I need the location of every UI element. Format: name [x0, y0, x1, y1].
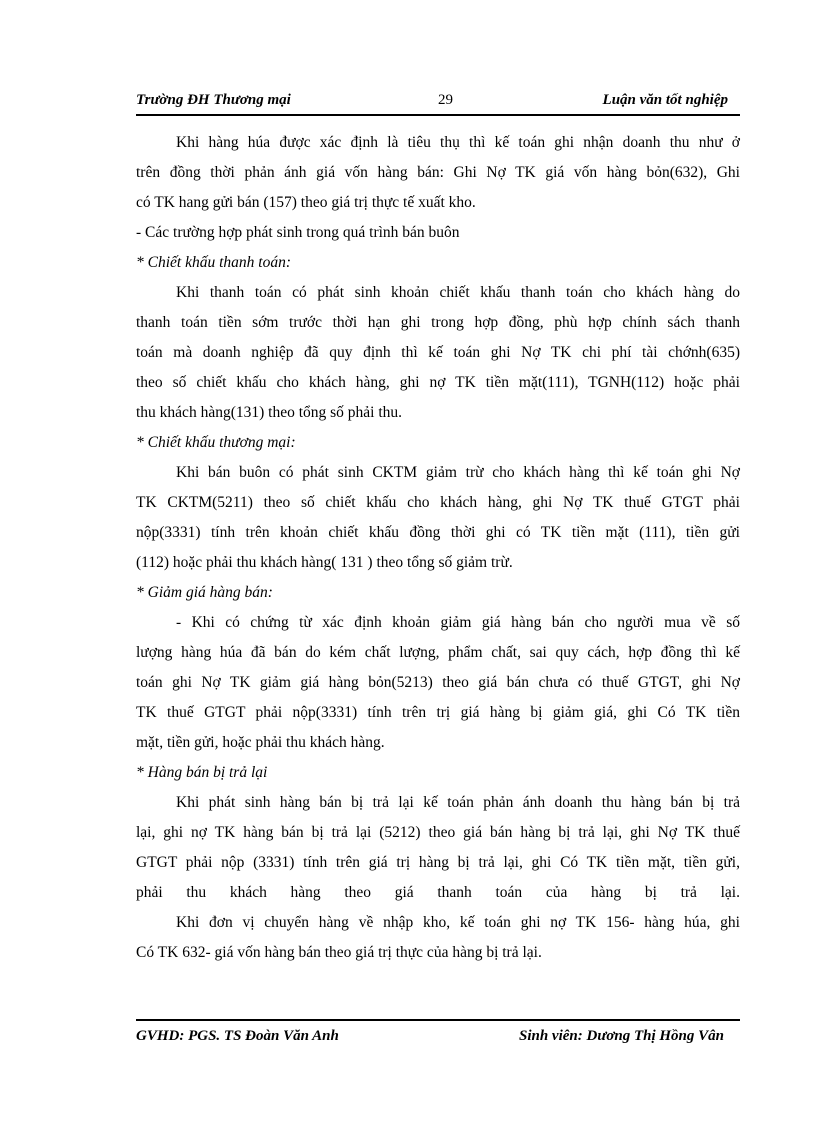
paragraph-line: trên đồng thời phản ánh giá vốn hàng bán: Ghi Nợ TK giá vốn hàng bỏn(632), Ghi [136, 164, 740, 181]
paragraph-line: Khi đơn vị chuyển hàng về nhập kho, kế toán ghi nợ TK 156- hàng húa, ghi [176, 914, 740, 931]
paragraph-line: nộp(3331) tính trên khoản chiết khấu đồng thời ghi có TK tiền mặt (111), tiền gửi [136, 524, 740, 541]
paragraph-line: GTGT phải nộp (3331) tính trên giá trị hàng bị trả lại, ghi Có TK tiền mặt, tiền gửi, [136, 854, 740, 871]
section-heading: * Chiết khấu thương mại: [136, 434, 296, 451]
footer-advisor: GVHD: PGS. TS Đoàn Văn Anh [136, 1028, 339, 1044]
paragraph-line: lượng hàng húa đã bán do kém chất lượng, phẩm chất, sai quy cách, hợp đồng thì kế [136, 644, 740, 661]
paragraph-line: Khi bán buôn có phát sinh CKTM giảm trừ cho khách hàng thì kế toán ghi Nợ [176, 464, 740, 481]
paragraph-line: TK thuế GTGT phải nộp(3331) tính trên trị giá hàng bị giảm giá, ghi Có TK tiền [136, 704, 740, 721]
header-page-number: 29 [438, 92, 453, 108]
paragraph-line: toán ghi Nợ TK giảm giá hàng bỏn(5213) theo giá bán chưa có thuế GTGT, ghi Nợ [136, 674, 740, 691]
paragraph-line: Khi hàng húa được xác định là tiêu thụ thì kế toán ghi nhận doanh thu như ở [176, 134, 740, 151]
header-school: Trường ĐH Thương mại [136, 92, 291, 108]
header-title: Luận văn tốt nghiệp [602, 92, 728, 108]
paragraph-line: Có TK 632- giá vốn hàng bán theo giá trị thực của hàng bị trả lại. [136, 944, 542, 961]
paragraph-line: phải thu khách hàng theo giá thanh toán của hàng bị trả lại. [136, 884, 740, 901]
paragraph-line: (112) hoặc phải thu khách hàng( 131 ) theo tổng số giảm trừ. [136, 554, 513, 571]
section-heading: * Hàng bán bị trả lại [136, 764, 268, 781]
page-header [136, 92, 740, 116]
document-body [136, 128, 740, 968]
paragraph-line: Khi phát sinh hàng bán bị trả lại kế toán phản ánh doanh thu hàng bán bị trả [176, 794, 740, 811]
paragraph-line: Khi thanh toán có phát sinh khoản chiết khấu thanh toán cho khách hàng do [176, 284, 740, 301]
paragraph-line: có TK hang gửi bán (157) theo giá trị thực tế xuất kho. [136, 194, 476, 211]
paragraph-line: mặt, tiền gửi, hoặc phải thu khách hàng. [136, 734, 385, 751]
paragraph-line: lại, ghi nợ TK hàng bán bị trả lại (5212) theo giá bán hàng bị trả lại, ghi Nợ TK thuế [136, 824, 740, 841]
paragraph-line: - Khi có chứng từ xác định khoản giảm giá hàng bán cho người mua về số [176, 614, 740, 631]
paragraph-line: thu khách hàng(131) theo tổng số phải thu. [136, 404, 403, 421]
paragraph-line: TK CKTM(5211) theo số chiết khấu cho khách hàng, ghi Nợ TK thuế GTGT phải [136, 494, 740, 511]
list-item-line: - Các trường hợp phát sinh trong quá trình bán buôn [136, 224, 460, 241]
section-heading: * Giảm giá hàng bán: [136, 584, 273, 601]
paragraph-line: thanh toán tiền sớm trước thời hạn ghi trong hợp đồng, phù hợp chính sách thanh [136, 314, 740, 331]
footer-student: Sinh viên: Dương Thị Hồng Vân [518, 1028, 724, 1044]
section-heading: * Chiết khấu thanh toán: [136, 254, 291, 271]
page-footer [136, 1019, 740, 1044]
paragraph-line: toán mà doanh nghiệp đã quy định thì kế toán ghi Nợ TK chi phí tài chớnh(635) [136, 344, 740, 361]
paragraph-line: theo số chiết khấu cho khách hàng, ghi nợ TK tiền mặt(111), TGNH(112) hoặc phải [136, 374, 740, 391]
